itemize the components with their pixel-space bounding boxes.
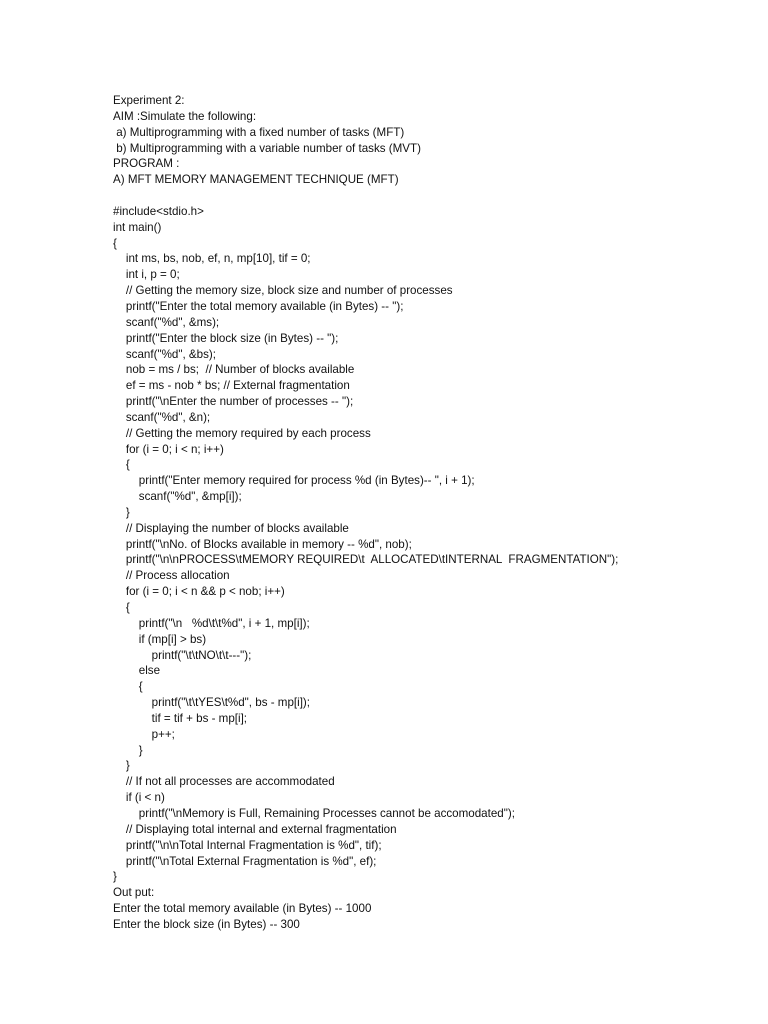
text-line: int i, p = 0;	[113, 268, 180, 282]
text-line: {	[113, 458, 130, 472]
text-line: }	[113, 870, 117, 884]
text-line: else	[113, 664, 161, 678]
text-line: Enter the block size (in Bytes) -- 300	[113, 917, 300, 931]
text-line: #include<stdio.h>	[113, 204, 204, 218]
text-line: PROGRAM :	[113, 157, 180, 171]
text-line: printf("\nEnter the number of processes -- ");	[113, 395, 354, 409]
text-line: // If not all processes are accommodated	[113, 775, 335, 789]
text-line: printf("Enter the total memory available (in Bytes) -- ");	[113, 299, 404, 313]
text-line: // Displaying the number of blocks available	[113, 521, 349, 535]
text-line: printf("\t\tNO\t\t---");	[113, 648, 252, 662]
text-line: Enter the total memory available (in Bytes) -- 1000	[113, 902, 372, 916]
text-line: tif = tif + bs - mp[i];	[113, 711, 248, 725]
text-line: nob = ms / bs; // Number of blocks available	[113, 363, 355, 377]
text-line: scanf("%d", &ms);	[113, 315, 220, 329]
text-line: printf("\nMemory is Full, Remaining Processes cannot be accomodated");	[113, 806, 515, 820]
document-body	[113, 93, 733, 933]
text-line: {	[113, 236, 117, 250]
text-line: int ms, bs, nob, ef, n, mp[10], tif = 0;	[113, 252, 311, 266]
text-line: scanf("%d", &mp[i]);	[113, 490, 242, 504]
text-line: for (i = 0; i < n; i++)	[113, 442, 224, 456]
text-line: p++;	[113, 727, 175, 741]
text-line: printf("Enter the block size (in Bytes) -- ");	[113, 331, 339, 345]
text-line: scanf("%d", &bs);	[113, 347, 216, 361]
text-line	[113, 188, 733, 204]
text-line: printf("\n\nTotal Internal Fragmentation is %d", tif);	[113, 838, 382, 852]
text-line: {	[113, 601, 130, 614]
text-line: a) Multiprogramming with a fixed number of tasks (MFT)	[113, 125, 405, 139]
text-line: // Getting the memory size, block size and number of processes	[113, 284, 453, 298]
text-line: Out put:	[113, 886, 155, 900]
text-line: scanf("%d", &n);	[113, 410, 211, 424]
text-line: if (mp[i] > bs)	[113, 632, 207, 646]
text-line: AIM :Simulate the following:	[113, 109, 257, 123]
text-line: // Getting the memory required by each process	[113, 426, 371, 440]
text-line: for (i = 0; i < n && p < nob; i++)	[113, 585, 285, 599]
text-line: }	[113, 743, 143, 757]
text-line: printf("\n\nPROCESS\tMEMORY REQUIRED\t ALLOCATED\tINTERNAL FRAGMENTATION");	[113, 553, 619, 567]
text-line: {	[113, 680, 143, 694]
text-line: printf("\nNo. of Blocks available in memory -- %d", nob);	[113, 537, 412, 551]
text-line: }	[113, 505, 130, 519]
text-line: printf("\nTotal External Fragmentation is %d", ef);	[113, 854, 377, 868]
text-line: Experiment 2:	[113, 94, 185, 107]
text-line: printf("\n %d\t\t%d", i + 1, mp[i]);	[113, 616, 310, 630]
text-line: b) Multiprogramming with a variable number of tasks (MVT)	[113, 141, 421, 155]
text-line: // Process allocation	[113, 569, 230, 583]
text-line: printf("Enter memory required for process %d (in Bytes)-- ", i + 1);	[113, 474, 475, 488]
text-line: ef = ms - nob * bs; // External fragmentation	[113, 379, 350, 393]
text-line: printf("\t\tYES\t%d", bs - mp[i]);	[113, 696, 310, 710]
text-line: // Displaying total internal and external fragmentation	[113, 822, 397, 836]
text-line: }	[113, 759, 130, 773]
text-line: A) MFT MEMORY MANAGEMENT TECHNIQUE (MFT)	[113, 173, 399, 187]
text-line: if (i < n)	[113, 791, 165, 805]
text-line: int main()	[113, 220, 162, 234]
